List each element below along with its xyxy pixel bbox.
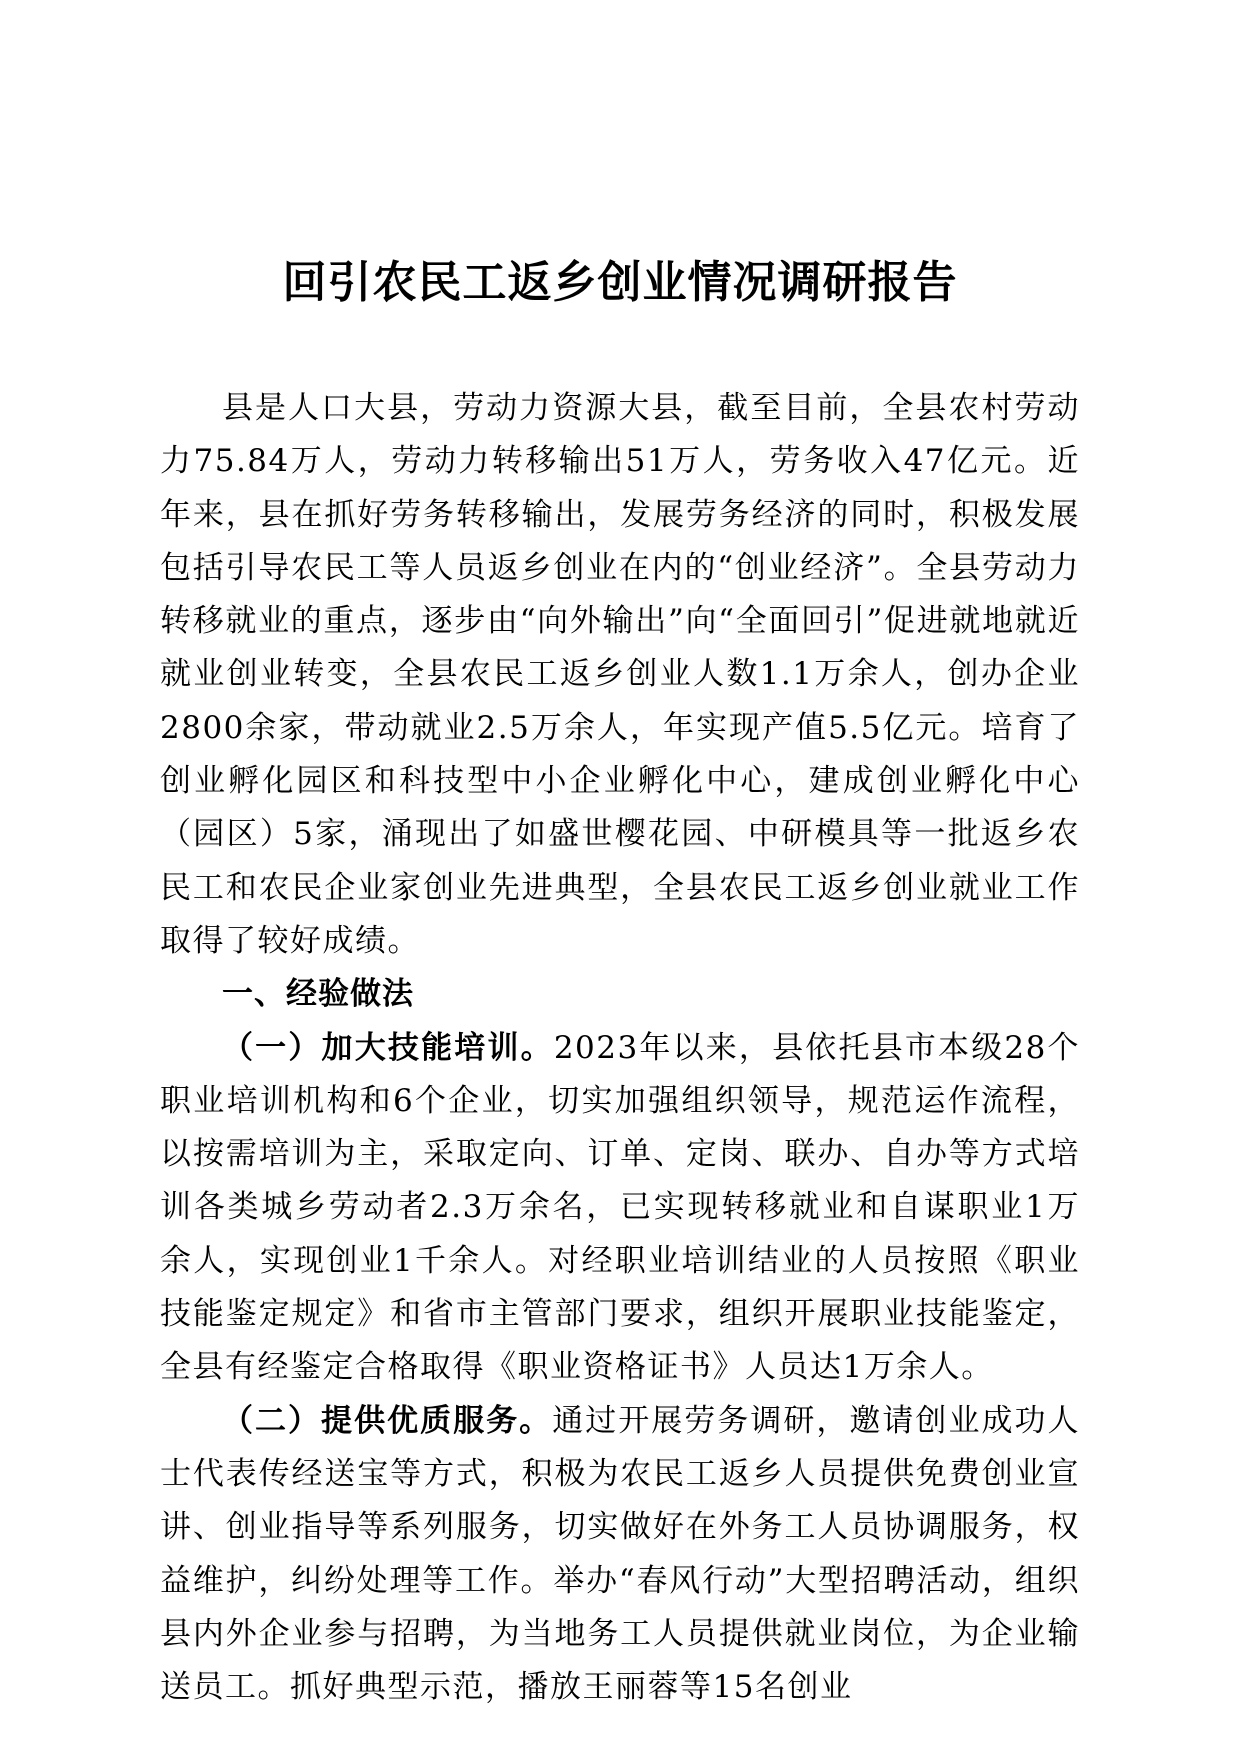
section-heading: 一、经验做法 — [222, 976, 414, 1013]
item-paragraph-1 — [160, 1022, 1080, 1395]
document-body — [160, 382, 1080, 1714]
page-title: 回引农民工返乡创业情况调研报告 — [282, 257, 958, 308]
item-text-2: 通过开展劳务调研，邀请创业成功人士代表传经送宝等方式，积极为农民工返乡人员提供免费创业宣讲、创业指导等系列服务，切实做好在外务工人员协调服务，权益维护，纠纷处理等工作。举办“春风行动”大型招聘活动，组织县内外企业参与招聘，为当地务工人员提供就业岗位，为企业输送员工。抓好典型示范，播放王丽蓉等15名创业 — [160, 1402, 1081, 1706]
intro-paragraph: 县是人口大县，劳动力资源大县，截至目前，全县农村劳动力75.84万人，劳动力转移输出51万人，劳务收入47亿元。近年来，县在抓好劳务转移输出，发展劳务经济的同时，积极发展包括引导农民工等人员返乡创业在内的“创业经济”。全县劳动力转移就业的重点，逐步由“向外输出”向“全面回引”促进就地就近就业创业转变，全县农民工返乡创业人数1.1万余人，创办企业2800余家，带动就业2.5万余人，年实现产值5.5亿元。培育了创业孵化园区和科技型中小企业孵化中心，建成创业孵化中心（园区）5家，涌现出了如盛世樱花园、中研模具等一批返乡农民工和农民企业家创业先进典型，全县农民工返乡创业就业工作取得了较好成绩。 — [160, 390, 1080, 959]
item-paragraph-2 — [160, 1395, 1080, 1715]
item-lead-1: （一）加大技能培训。 — [222, 1029, 554, 1066]
item-lead-2: （二）提供优质服务。 — [222, 1402, 553, 1439]
item-text-1: 2023年以来，县依托县市本级28个职业培训机构和6个企业，切实加强组织领导，规范运作流程，以按需培训为主，采取定向、订单、定岗、联办、自办等方式培训各类城乡劳动者2.3万余名，已实现转移就业和自谋职业1万余人，实现创业1千余人。对经职业培训结业的人员按照《职业技能鉴定规定》和省市主管部门要求，组织开展职业技能鉴定，全县有经鉴定合格取得《职业资格证书》人员达1万余人。 — [160, 1029, 1080, 1386]
